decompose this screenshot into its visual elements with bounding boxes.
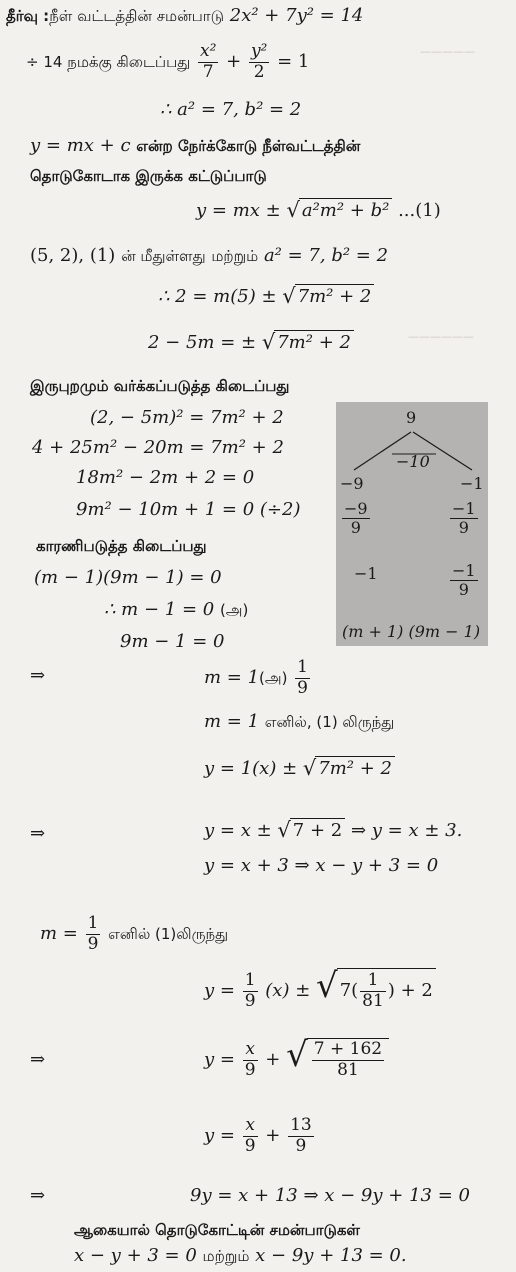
step-19: 9y = x + 13 ⇒ x − 9y + 13 = 0 bbox=[190, 1185, 470, 1206]
solution-heading: தீர்வு :நீள் வட்டத்தின் சமன்பாடு 2x² + 7y² = 14 bbox=[6, 5, 364, 26]
conclusion-text: ஆகையால் தொடுகோட்டின் சமன்பாடுகள் bbox=[74, 1221, 360, 1239]
factorising-text: காரணிபடுத்த கிடைப்பது bbox=[36, 537, 207, 555]
step-13-eq: y = x ± √ 7 + 2 ⇒ y = x ± 3. bbox=[204, 818, 463, 842]
divide-14-line: ÷ 14 நமக்கு கிடைப்பது $\frac{\text{x²}}{7}$ + $\frac{\text{y²}}{2}$ = 1 bbox=[26, 41, 310, 82]
step-17-arrow: ⇒ bbox=[30, 1049, 46, 1070]
right-fraction: $\frac{-1}{9}$ bbox=[452, 499, 476, 538]
step-7: (m − 1)(9m − 1) = 0 bbox=[34, 567, 222, 588]
conclusion-equations: x − y + 3 = 0 மற்றும் x − 9y + 13 = 0. bbox=[74, 1245, 407, 1266]
left-fraction: $\frac{-9}{9}$ bbox=[344, 499, 368, 538]
step-19-arrow: ⇒ bbox=[30, 1185, 46, 1206]
point-line: (5, 2), (1) ன் மீதுள்ளது மற்றும் a² = 7, b² = 2 bbox=[30, 245, 389, 266]
step-12: y = 1(x) ± √ 7m² + 2 bbox=[204, 756, 395, 780]
step-16: y = $\frac{1}{9}$ (x) ± √ 7( $\frac{1}{81}$ ) + 2 bbox=[204, 968, 436, 1011]
step-17: y = $\frac{x}{9}$ + √ $\frac{7 + 162}{81}$ bbox=[204, 1038, 389, 1080]
sum-value: −10 bbox=[396, 452, 430, 471]
condition-text: தொடுகோடாக இருக்க கட்டுப்பாடு bbox=[30, 167, 267, 185]
squaring-text: இருபுறமும் வர்க்கப்படுத்த கிடைப்பது bbox=[30, 377, 290, 395]
step-13: ⇒ bbox=[30, 823, 46, 844]
right-factor: −1 bbox=[460, 474, 484, 493]
factor-result: (m + 1) (9m − 1) bbox=[342, 622, 481, 641]
step-4: 4 + 25m² − 20m = 7m² + 2 bbox=[32, 437, 284, 458]
step-10-roots: m = 1(அ) $\frac{1}{9}$ bbox=[204, 657, 308, 698]
left-factor: −9 bbox=[340, 474, 364, 493]
step-5: 18m² − 2m + 2 = 0 bbox=[76, 467, 255, 488]
step-9: 9m − 1 = 0 bbox=[120, 631, 225, 652]
step-8: ∴ m − 1 = 0 (அ) bbox=[104, 599, 249, 620]
step-6: 9m² − 10m + 1 = 0 (÷2) bbox=[76, 499, 301, 520]
left-reduced: −1 bbox=[354, 564, 378, 583]
step-18: y = $\frac{x}{9}$ + $\frac{13}{9}$ bbox=[204, 1115, 312, 1156]
show-through-text: ————— bbox=[420, 45, 475, 58]
therefore-a-b: ∴ a² = 7, b² = 2 bbox=[160, 99, 302, 120]
step-14: y = x + 3 ⇒ x − y + 3 = 0 bbox=[204, 855, 439, 876]
factorisation-box bbox=[336, 402, 488, 646]
show-through-text: —————— bbox=[408, 330, 474, 343]
step-1: ∴ 2 = m(5) ± √ 7m² + 2 bbox=[158, 284, 374, 308]
tangent-line-text: y = mx + c என்ற நேர்க்கோடு நீள்வட்டத்தின் bbox=[30, 135, 361, 156]
step-10: ⇒ bbox=[30, 665, 46, 686]
step-15: m = $\frac{1}{9}$ எனில் (1)லிருந்து bbox=[40, 913, 229, 954]
right-reduced-fraction: $\frac{-1}{9}$ bbox=[452, 561, 476, 600]
equation-1: y = mx ± √ a²m² + b² ...(1) bbox=[196, 198, 441, 222]
product-value: 9 bbox=[406, 408, 417, 427]
step-3: (2, − 5m)² = 7m² + 2 bbox=[90, 407, 284, 428]
step-2: 2 − 5m = ± √ 7m² + 2 bbox=[148, 330, 354, 354]
step-11: m = 1 எனில், (1) லிருந்து bbox=[204, 711, 395, 732]
